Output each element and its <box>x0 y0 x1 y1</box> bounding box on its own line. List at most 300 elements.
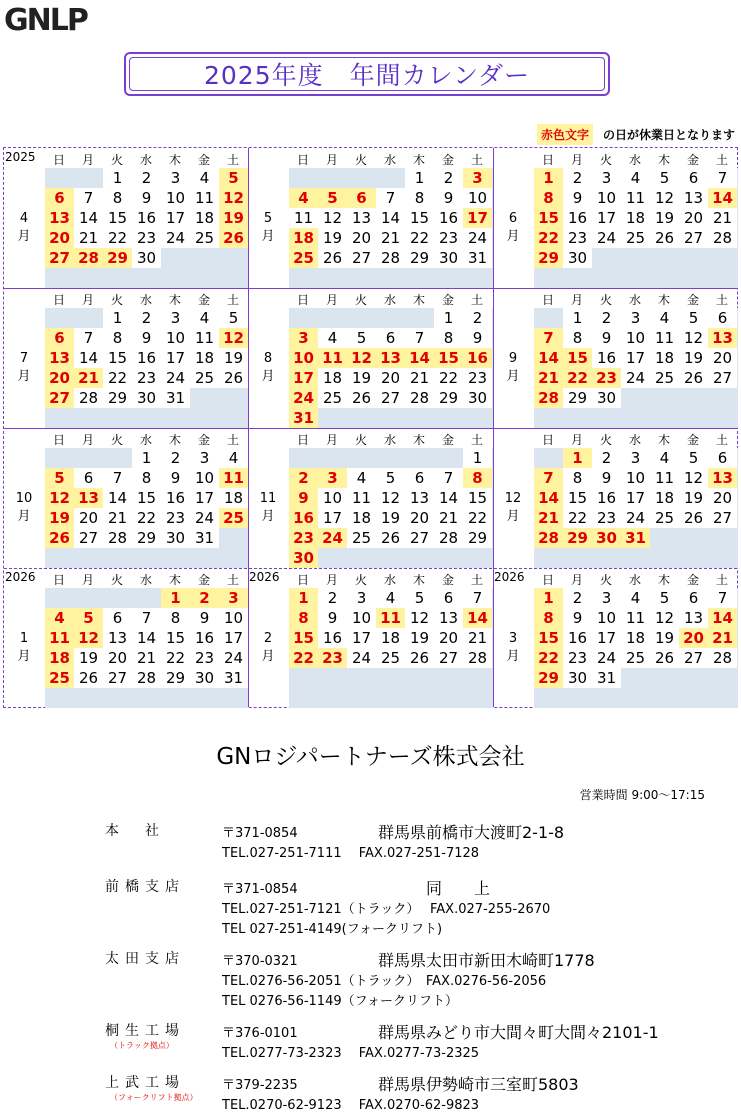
holiday-day: 12 <box>219 328 248 348</box>
office-name: 上武工場 <box>105 1075 185 1091</box>
office-tel: TEL.027-251-7121（トラック） FAX.027-255-2670 <box>222 902 551 917</box>
day: 13 <box>434 608 463 628</box>
day: 2 <box>463 308 492 328</box>
month-label-part: 7 <box>19 351 29 366</box>
day: 9 <box>592 328 621 348</box>
day: 25 <box>347 528 376 548</box>
holiday-day: 8 <box>289 608 318 628</box>
day: 12 <box>679 328 708 348</box>
holiday-day: 5 <box>219 168 248 188</box>
day: 15 <box>405 208 434 228</box>
month-label-part: 月 <box>17 229 31 244</box>
day: 18 <box>376 628 405 648</box>
holiday-day: 27 <box>45 248 74 268</box>
day: 20 <box>708 488 737 508</box>
day: 23 <box>132 228 161 248</box>
weekday-label: 日 <box>541 153 554 167</box>
holiday-day: 11 <box>45 628 74 648</box>
weekday-label: 木 <box>168 573 181 587</box>
weekday-header <box>4 568 249 588</box>
office-address: 同 上 <box>378 879 491 898</box>
day: 4 <box>318 328 347 348</box>
legend-red-label: 赤色文字 <box>537 124 593 145</box>
day: 17 <box>621 348 650 368</box>
day: 30 <box>563 668 592 688</box>
month-label-part: 月 <box>17 369 31 384</box>
day: 10 <box>592 608 621 628</box>
day: 26 <box>405 648 434 668</box>
day: 20 <box>434 628 463 648</box>
day: 31 <box>219 668 248 688</box>
day: 27 <box>679 228 708 248</box>
day: 11 <box>289 208 318 228</box>
day: 28 <box>708 648 737 668</box>
day: 9 <box>563 188 592 208</box>
holiday-day: 21 <box>534 368 563 388</box>
day: 18 <box>621 208 650 228</box>
day: 19 <box>679 348 708 368</box>
holiday-day: 31 <box>621 528 650 548</box>
office-note: （トラック拠点） <box>110 1041 174 1050</box>
weekday-label: 水 <box>628 153 641 167</box>
day: 17 <box>161 208 190 228</box>
day: 5 <box>405 588 434 608</box>
day: 13 <box>103 628 132 648</box>
month-label-part: 8 <box>263 351 273 366</box>
day: 24 <box>347 648 376 668</box>
month-label-part: 6 <box>508 211 518 226</box>
weekday-label: 月 <box>81 153 94 167</box>
day: 21 <box>376 228 405 248</box>
day: 23 <box>132 368 161 388</box>
day: 28 <box>376 248 405 268</box>
day: 11 <box>190 328 219 348</box>
day: 23 <box>463 368 492 388</box>
day: 30 <box>563 248 592 268</box>
holiday-day: 21 <box>708 628 737 648</box>
day: 25 <box>621 648 650 668</box>
weekday-label: 火 <box>110 573 123 587</box>
day: 8 <box>563 328 592 348</box>
month-label-part: 4 <box>19 211 29 226</box>
day: 3 <box>621 448 650 468</box>
holiday-day: 24 <box>289 388 318 408</box>
day: 3 <box>161 308 190 328</box>
day: 9 <box>434 188 463 208</box>
holiday-day: 1 <box>534 168 563 188</box>
day: 4 <box>621 168 650 188</box>
day: 16 <box>132 208 161 228</box>
holiday-day: 29 <box>103 248 132 268</box>
weekday-label: 金 <box>197 293 210 307</box>
day: 25 <box>650 368 679 388</box>
holiday-day: 17 <box>289 368 318 388</box>
day: 2 <box>318 588 347 608</box>
day: 16 <box>161 488 190 508</box>
month-label <box>493 168 533 288</box>
month-days <box>289 588 493 708</box>
weekday-label: 日 <box>541 573 554 587</box>
weekday-label: 日 <box>52 433 65 447</box>
holiday-day: 8 <box>463 468 492 488</box>
holiday-day: 3 <box>289 328 318 348</box>
day: 6 <box>679 588 708 608</box>
day: 3 <box>621 308 650 328</box>
office-address: 群馬県伊勢崎市三室町5803 <box>378 1075 579 1094</box>
office-zip: 〒379-2235 <box>222 1078 298 1093</box>
month-block <box>248 148 493 288</box>
day: 2 <box>132 168 161 188</box>
month-block <box>4 428 249 568</box>
holiday-day: 14 <box>463 608 492 628</box>
day: 29 <box>463 528 492 548</box>
holiday-day: 29 <box>534 248 563 268</box>
day: 21 <box>103 508 132 528</box>
day: 27 <box>434 648 463 668</box>
day: 9 <box>563 608 592 628</box>
weekday-label: 火 <box>354 293 367 307</box>
day: 29 <box>434 388 463 408</box>
holiday-day: 22 <box>534 648 563 668</box>
holiday-day: 13 <box>74 488 103 508</box>
holiday-day: 21 <box>74 368 103 388</box>
holiday-day: 16 <box>289 508 318 528</box>
office-note: （フォークリフト拠点） <box>110 1093 198 1102</box>
day: 16 <box>592 488 621 508</box>
office-tel: TEL.027-251-7111 FAX.027-251-7128 <box>222 846 480 861</box>
month-label-part: 2 <box>263 631 273 646</box>
month-label-part: 9 <box>508 351 518 366</box>
weekday-label: 火 <box>599 153 612 167</box>
day: 2 <box>592 308 621 328</box>
holiday-day: 13 <box>708 468 737 488</box>
weekday-label: 月 <box>325 153 338 167</box>
month-label-part: 月 <box>506 509 520 524</box>
weekday-label: 土 <box>715 573 728 587</box>
weekday-label: 木 <box>412 153 425 167</box>
holiday-day: 12 <box>45 488 74 508</box>
weekday-label: 月 <box>325 433 338 447</box>
holiday-day: 6 <box>45 328 74 348</box>
day: 1 <box>103 168 132 188</box>
weekday-label: 水 <box>139 293 152 307</box>
day: 24 <box>592 228 621 248</box>
day: 4 <box>621 588 650 608</box>
gnlp-logo <box>4 2 114 34</box>
day: 19 <box>679 488 708 508</box>
month-label <box>4 308 44 428</box>
day: 1 <box>434 308 463 328</box>
weekday-header <box>248 148 493 168</box>
weekday-label: 火 <box>599 293 612 307</box>
office-address: 群馬県前橋市大渡町2-1-8 <box>378 823 565 842</box>
day: 27 <box>347 248 376 268</box>
month-label-part: 月 <box>261 369 275 384</box>
holiday-day: 27 <box>45 388 74 408</box>
day: 30 <box>190 668 219 688</box>
weekday-label: 水 <box>383 153 396 167</box>
weekday-header <box>4 148 249 168</box>
office-tel: TEL.0277-73-2323 FAX.0277-73-2325 <box>222 1046 480 1061</box>
day: 12 <box>650 608 679 628</box>
holiday-day: 30 <box>289 548 318 568</box>
day: 21 <box>463 628 492 648</box>
month-label-part: 月 <box>261 509 275 524</box>
day: 28 <box>132 668 161 688</box>
weekday-label: 水 <box>628 433 641 447</box>
holiday-day: 1 <box>289 588 318 608</box>
weekday-label: 水 <box>628 573 641 587</box>
month-label <box>4 168 44 288</box>
day: 29 <box>405 248 434 268</box>
holiday-day: 28 <box>534 388 563 408</box>
day: 1 <box>103 308 132 328</box>
day: 7 <box>103 468 132 488</box>
day: 2 <box>132 308 161 328</box>
day: 7 <box>463 588 492 608</box>
day: 30 <box>592 388 621 408</box>
weekday-label: 金 <box>441 433 454 447</box>
day: 25 <box>190 368 219 388</box>
month-label-part: 12 <box>504 491 522 506</box>
office-zip: 〒370-0321 <box>222 954 298 969</box>
day: 30 <box>132 248 161 268</box>
day: 5 <box>679 448 708 468</box>
day: 14 <box>103 488 132 508</box>
weekday-label: 土 <box>226 573 239 587</box>
day: 2 <box>592 448 621 468</box>
holiday-day: 22 <box>563 368 592 388</box>
holiday-day: 19 <box>45 508 74 528</box>
holiday-day: 8 <box>534 608 563 628</box>
office-address: 群馬県みどり市大間々町大間々2101-1 <box>378 1023 659 1042</box>
holiday-day: 13 <box>45 348 74 368</box>
day: 18 <box>347 508 376 528</box>
holiday-day: 25 <box>289 248 318 268</box>
weekday-label: 月 <box>325 573 338 587</box>
day: 22 <box>132 508 161 528</box>
holiday-day: 20 <box>679 628 708 648</box>
month-block <box>4 568 249 708</box>
day: 19 <box>74 648 103 668</box>
annual-calendar <box>3 147 738 708</box>
day: 22 <box>463 508 492 528</box>
office-zip: 〒376-0101 <box>222 1026 298 1041</box>
day: 15 <box>103 208 132 228</box>
weekday-label: 土 <box>226 153 239 167</box>
weekday-label: 土 <box>470 293 483 307</box>
holiday-day: 6 <box>45 188 74 208</box>
day: 6 <box>103 608 132 628</box>
day: 24 <box>621 508 650 528</box>
weekday-label: 水 <box>139 573 152 587</box>
month-days <box>534 448 738 568</box>
day: 17 <box>347 628 376 648</box>
day: 26 <box>318 248 347 268</box>
month-days <box>289 308 493 428</box>
holiday-day: 20 <box>45 368 74 388</box>
day: 1 <box>463 448 492 468</box>
year-label: 2025 <box>5 150 36 164</box>
month-days <box>534 308 738 428</box>
day: 14 <box>132 628 161 648</box>
month-label <box>4 448 44 568</box>
day: 2 <box>434 168 463 188</box>
day: 10 <box>621 328 650 348</box>
day: 10 <box>463 188 492 208</box>
day: 15 <box>463 488 492 508</box>
weekday-label: 日 <box>52 293 65 307</box>
weekday-label: 火 <box>110 153 123 167</box>
day: 13 <box>347 208 376 228</box>
day: 7 <box>708 168 737 188</box>
company-name: GNロジパートナーズ株式会社 <box>216 744 525 770</box>
day: 4 <box>190 308 219 328</box>
day: 16 <box>318 628 347 648</box>
weekday-label: 金 <box>686 153 699 167</box>
day: 29 <box>563 388 592 408</box>
office-name: 太田支店 <box>105 951 185 967</box>
holiday-day: 14 <box>534 348 563 368</box>
day: 18 <box>190 208 219 228</box>
day: 11 <box>650 468 679 488</box>
day: 10 <box>621 468 650 488</box>
day: 20 <box>679 208 708 228</box>
holiday-day: 26 <box>45 528 74 548</box>
day: 11 <box>190 188 219 208</box>
weekday-label: 水 <box>139 153 152 167</box>
svg-text:GNLP: GNLP <box>4 3 87 34</box>
day: 23 <box>190 648 219 668</box>
day: 30 <box>463 388 492 408</box>
weekday-label: 土 <box>715 293 728 307</box>
month-label <box>4 588 44 708</box>
weekday-label: 日 <box>296 433 309 447</box>
month-label <box>493 448 533 568</box>
day: 29 <box>161 668 190 688</box>
day: 20 <box>405 508 434 528</box>
month-label <box>248 588 288 708</box>
day: 6 <box>708 308 737 328</box>
weekday-header <box>493 428 738 448</box>
day: 9 <box>318 608 347 628</box>
day: 17 <box>592 208 621 228</box>
weekday-label: 土 <box>226 293 239 307</box>
month-label-part: 3 <box>508 631 518 646</box>
day: 27 <box>708 368 737 388</box>
weekday-label: 日 <box>296 153 309 167</box>
day: 21 <box>405 368 434 388</box>
month-days <box>534 168 738 288</box>
day: 5 <box>219 308 248 328</box>
office-tel: TEL.0270-62-9123 FAX.0270-62-9823 <box>222 1098 480 1113</box>
month-block <box>4 288 249 428</box>
office-tel: TEL 027-251-4149(フォークリフト) <box>222 922 443 937</box>
holiday-day: 15 <box>434 348 463 368</box>
day: 6 <box>679 168 708 188</box>
day: 5 <box>376 468 405 488</box>
holiday-day: 9 <box>289 488 318 508</box>
day: 18 <box>650 348 679 368</box>
weekday-label: 金 <box>441 153 454 167</box>
day: 13 <box>405 488 434 508</box>
holiday-day: 1 <box>161 588 190 608</box>
legend-text: の日が休業日となります <box>602 128 735 142</box>
weekday-label: 火 <box>354 433 367 447</box>
day: 24 <box>219 648 248 668</box>
weekday-label: 金 <box>686 433 699 447</box>
day: 3 <box>161 168 190 188</box>
weekday-label: 日 <box>52 153 65 167</box>
holiday-day: 31 <box>289 408 318 428</box>
day: 1 <box>563 308 592 328</box>
day: 12 <box>679 468 708 488</box>
day: 7 <box>376 188 405 208</box>
year-label: 2026 <box>494 570 525 584</box>
day: 25 <box>621 228 650 248</box>
day: 8 <box>103 188 132 208</box>
day: 18 <box>621 628 650 648</box>
holiday-day: 4 <box>45 608 74 628</box>
holiday-day: 29 <box>534 668 563 688</box>
holiday-day: 5 <box>45 468 74 488</box>
day: 28 <box>103 528 132 548</box>
holiday-day: 18 <box>289 228 318 248</box>
day: 17 <box>219 628 248 648</box>
weekday-label: 木 <box>168 153 181 167</box>
holiday-day: 15 <box>289 628 318 648</box>
month-days <box>45 448 249 568</box>
weekday-label: 木 <box>412 573 425 587</box>
day: 5 <box>650 168 679 188</box>
day: 16 <box>190 628 219 648</box>
day: 30 <box>132 388 161 408</box>
weekday-label: 水 <box>383 293 396 307</box>
day: 10 <box>161 188 190 208</box>
holiday-day: 29 <box>563 528 592 548</box>
day: 22 <box>161 648 190 668</box>
day: 31 <box>161 388 190 408</box>
holiday-day: 4 <box>289 188 318 208</box>
holiday-day: 23 <box>318 648 347 668</box>
holiday-day: 11 <box>318 348 347 368</box>
day: 25 <box>376 648 405 668</box>
day: 16 <box>592 348 621 368</box>
holiday-day: 13 <box>376 348 405 368</box>
holiday-day: 26 <box>219 228 248 248</box>
day: 8 <box>132 468 161 488</box>
day: 29 <box>103 388 132 408</box>
weekday-label: 火 <box>354 153 367 167</box>
weekday-label: 日 <box>541 433 554 447</box>
day: 28 <box>74 388 103 408</box>
weekday-header <box>248 288 493 308</box>
weekday-label: 火 <box>354 573 367 587</box>
day: 24 <box>190 508 219 528</box>
day: 14 <box>74 208 103 228</box>
month-block <box>493 288 738 428</box>
holiday-day: 22 <box>534 228 563 248</box>
day: 4 <box>376 588 405 608</box>
holiday-day: 3 <box>219 588 248 608</box>
day: 7 <box>74 188 103 208</box>
day: 2 <box>161 448 190 468</box>
month-label <box>493 308 533 428</box>
holiday-day: 2 <box>190 588 219 608</box>
day: 12 <box>405 608 434 628</box>
day: 22 <box>103 228 132 248</box>
day: 14 <box>74 348 103 368</box>
